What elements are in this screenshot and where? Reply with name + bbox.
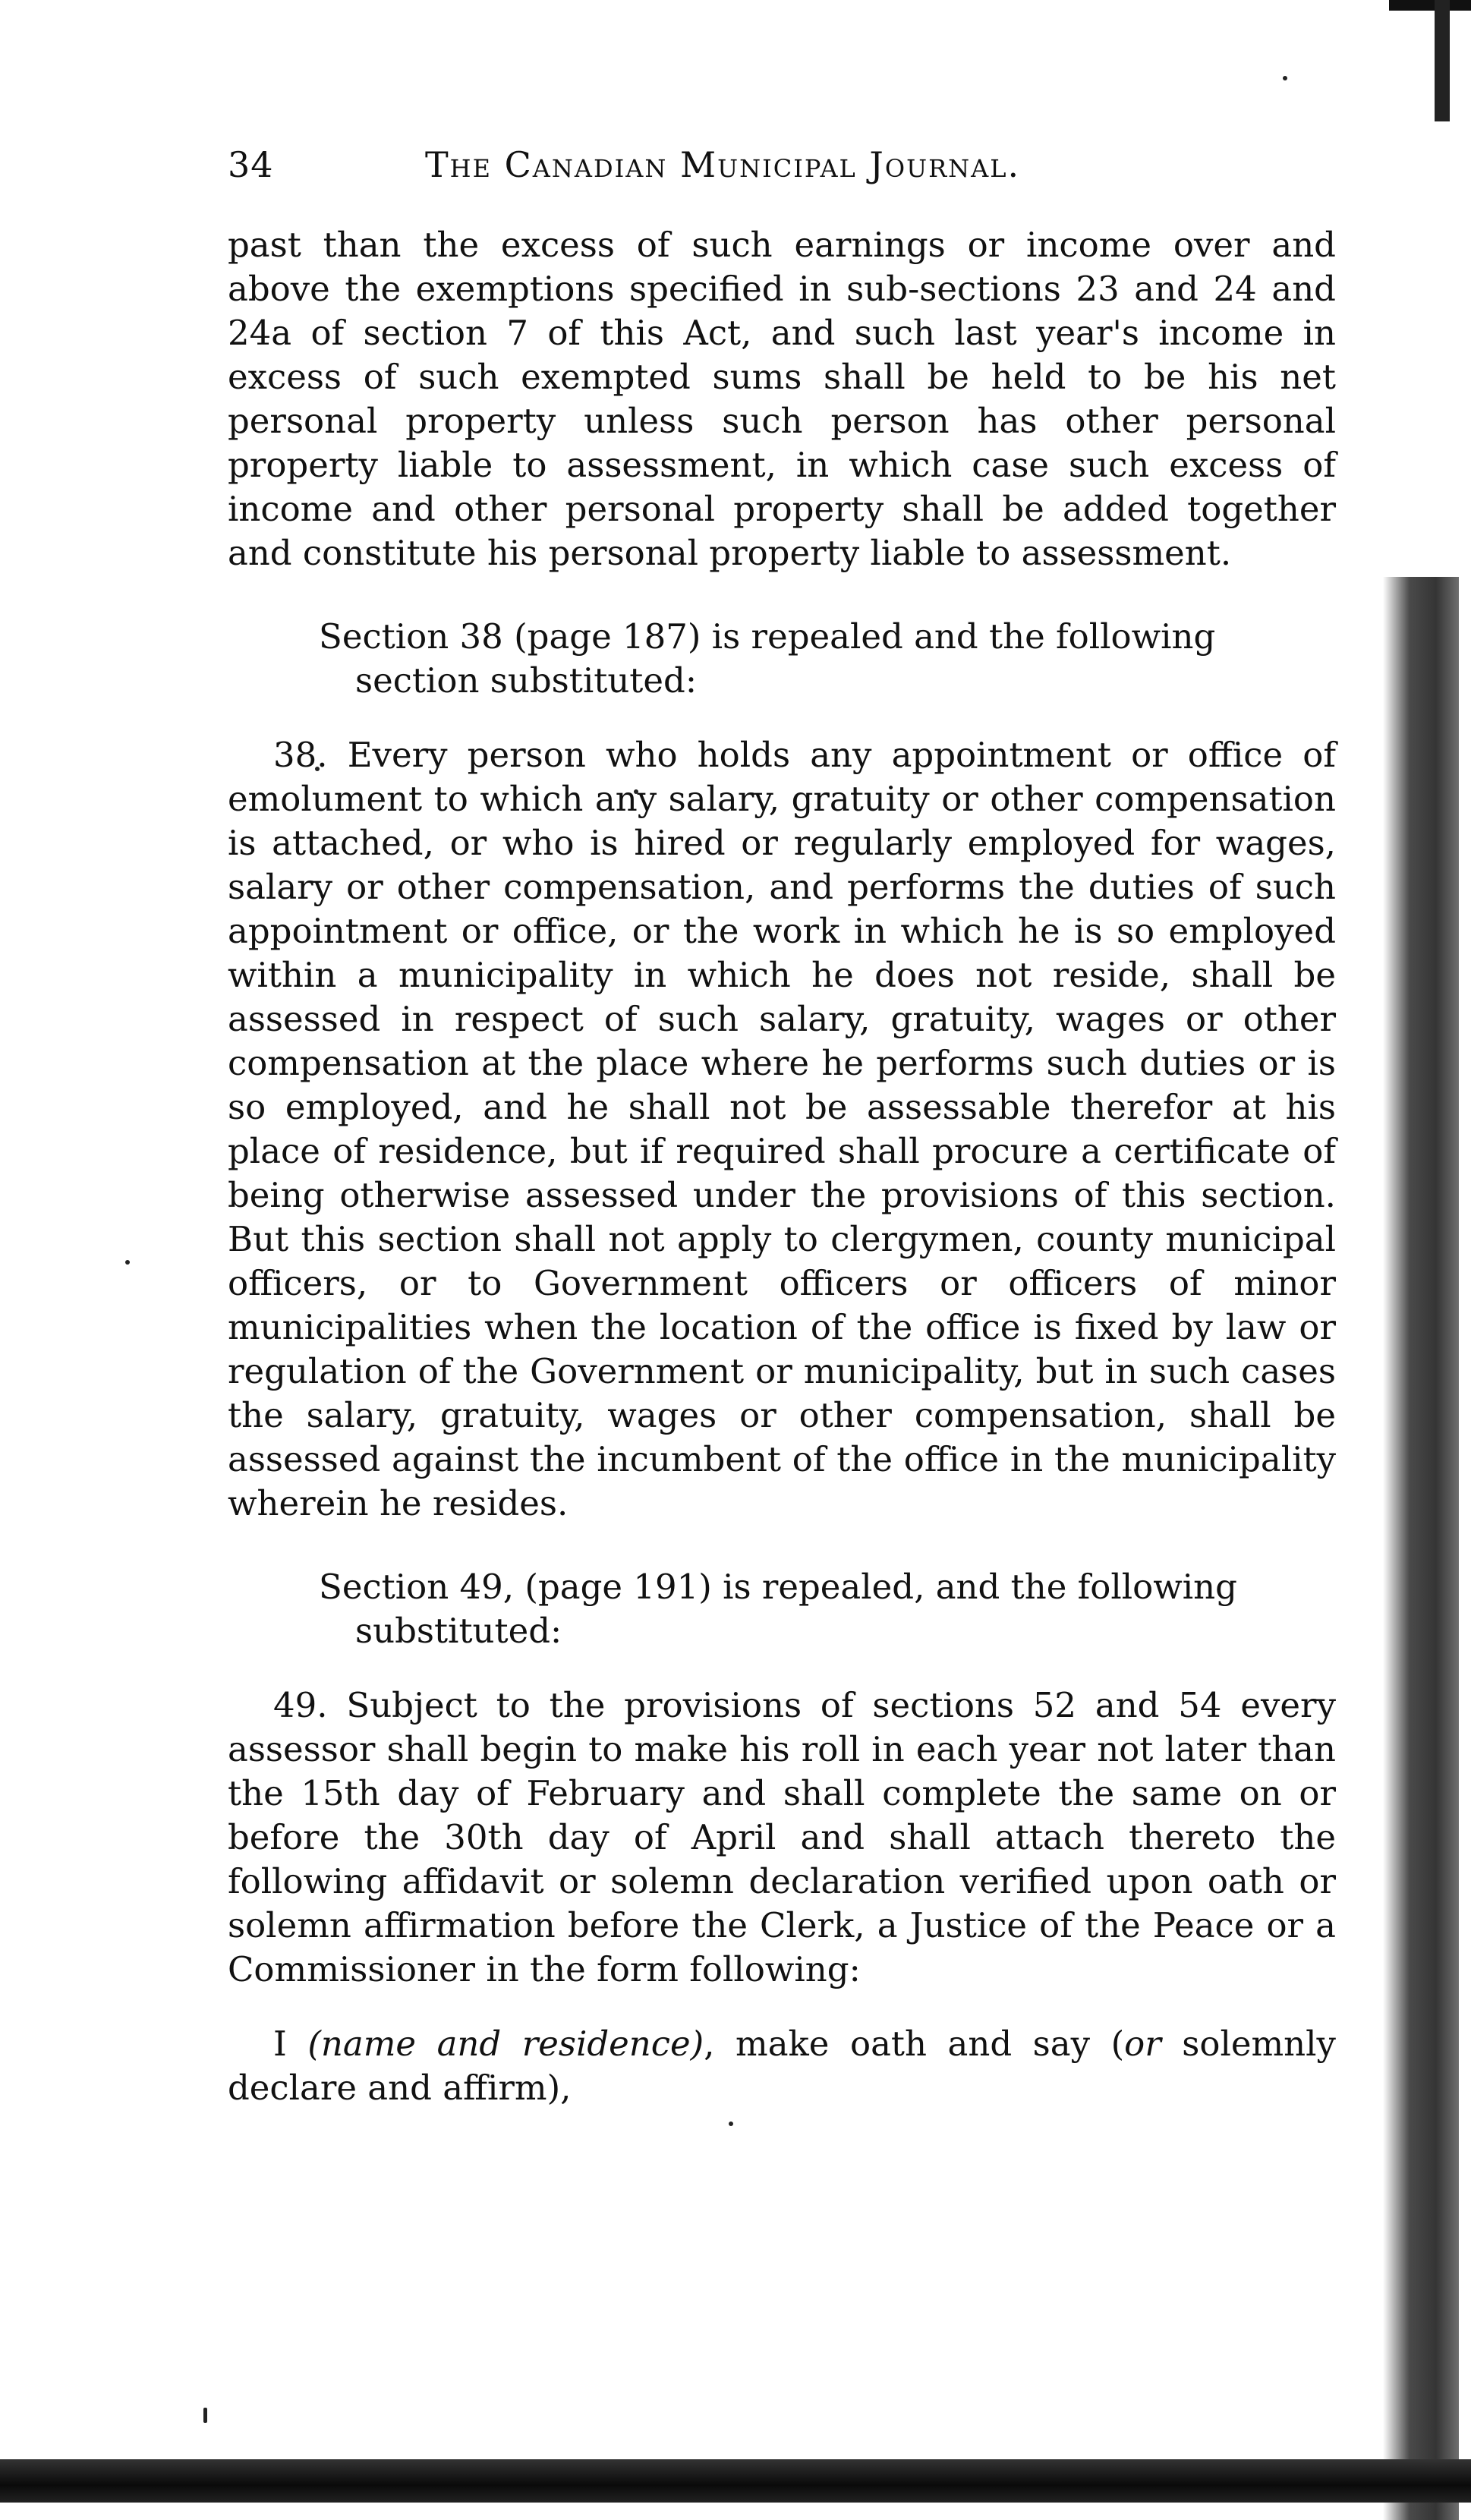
scan-speck	[203, 2408, 207, 2423]
scan-edge-corner	[1435, 0, 1450, 121]
scan-speck	[1283, 76, 1287, 80]
amendment-note-section-38	[319, 615, 1336, 703]
scan-speck	[125, 1260, 130, 1265]
amendment-note-line: Section 49, (page 191) is repealed, and the following	[319, 1567, 1237, 1607]
scan-edge-right	[1383, 577, 1459, 2520]
scan-speck	[729, 2122, 733, 2126]
oath-alternative: or	[1124, 2024, 1161, 2064]
page-header	[228, 144, 1336, 185]
paragraph-continued: past than the excess of such earnings or income over and above the exemptions specified in sub-sections 23 and 24 and 24a of section 7 of this Act, and such last year's income in excess of such exempted sums shall be held to be his net personal property unless such person has other personal property liable to assessment, in which case such excess of income and other personal property shall be added together and constitute his personal property liable to assessment.	[228, 225, 1336, 573]
running-head: The Canadian Municipal Journal.	[425, 144, 1021, 185]
oath-text: I	[273, 2024, 308, 2064]
amendment-note-line: section substituted:	[355, 660, 697, 701]
oath-text: solemnly declare and affirm),	[228, 2024, 1336, 2108]
scan-edge-top	[1389, 0, 1471, 11]
scan-edge-bottom	[0, 2459, 1471, 2503]
oath-text: , make oath and say (	[704, 2024, 1125, 2064]
document-page	[228, 144, 1336, 2110]
section-49-text: 49. Subject to the provisions of sections 52 and 54 every assessor shall begin to make his roll in each year not later than the 15th day of February and shall complete the same on or before the 30th day of April and shall attach thereto the following affidavit or solemn declaration verified upon oath or solemn affirmation before the Clerk, a Justice of the Peace or a Commissioner in the form following:	[228, 1685, 1336, 1989]
oath-form-text	[228, 2022, 1336, 2110]
amendment-note-line: substituted:	[355, 1611, 562, 1651]
page-number: 34	[228, 144, 274, 185]
section-38-text: 38. Every person who holds any appointment or office of emolument to which any salary, gratuity or other compensation is attached, or who is hired or regularly employed for wages, salary or other compensation, and performs the duties of such appointment or office, or the work in which he is so employed within a municipality in which he does not reside, shall be assessed in respect of such salary, gratuity, wages or other compensation at the place where he performs such duties or is so employed, and he shall not be assessable therefor at his place of residence, but if required shall procure a certificate of being otherwise assessed under the provisions of this section. But this section shall not apply to clergymen, county municipal officers, or to Government officers or officers of minor municipalities when the location of the office is fixed by law or regulation of the Government or municipality, but in such cases the salary, gratuity, wages or other compensation, shall be assessed against the incumbent of the office in the municipality wherein he resides.	[228, 735, 1336, 1523]
amendment-note-line: Section 38 (page 187) is repealed and the following	[319, 616, 1216, 657]
oath-placeholder: (name and residence)	[307, 2024, 704, 2064]
amendment-note-section-49	[319, 1565, 1336, 1653]
